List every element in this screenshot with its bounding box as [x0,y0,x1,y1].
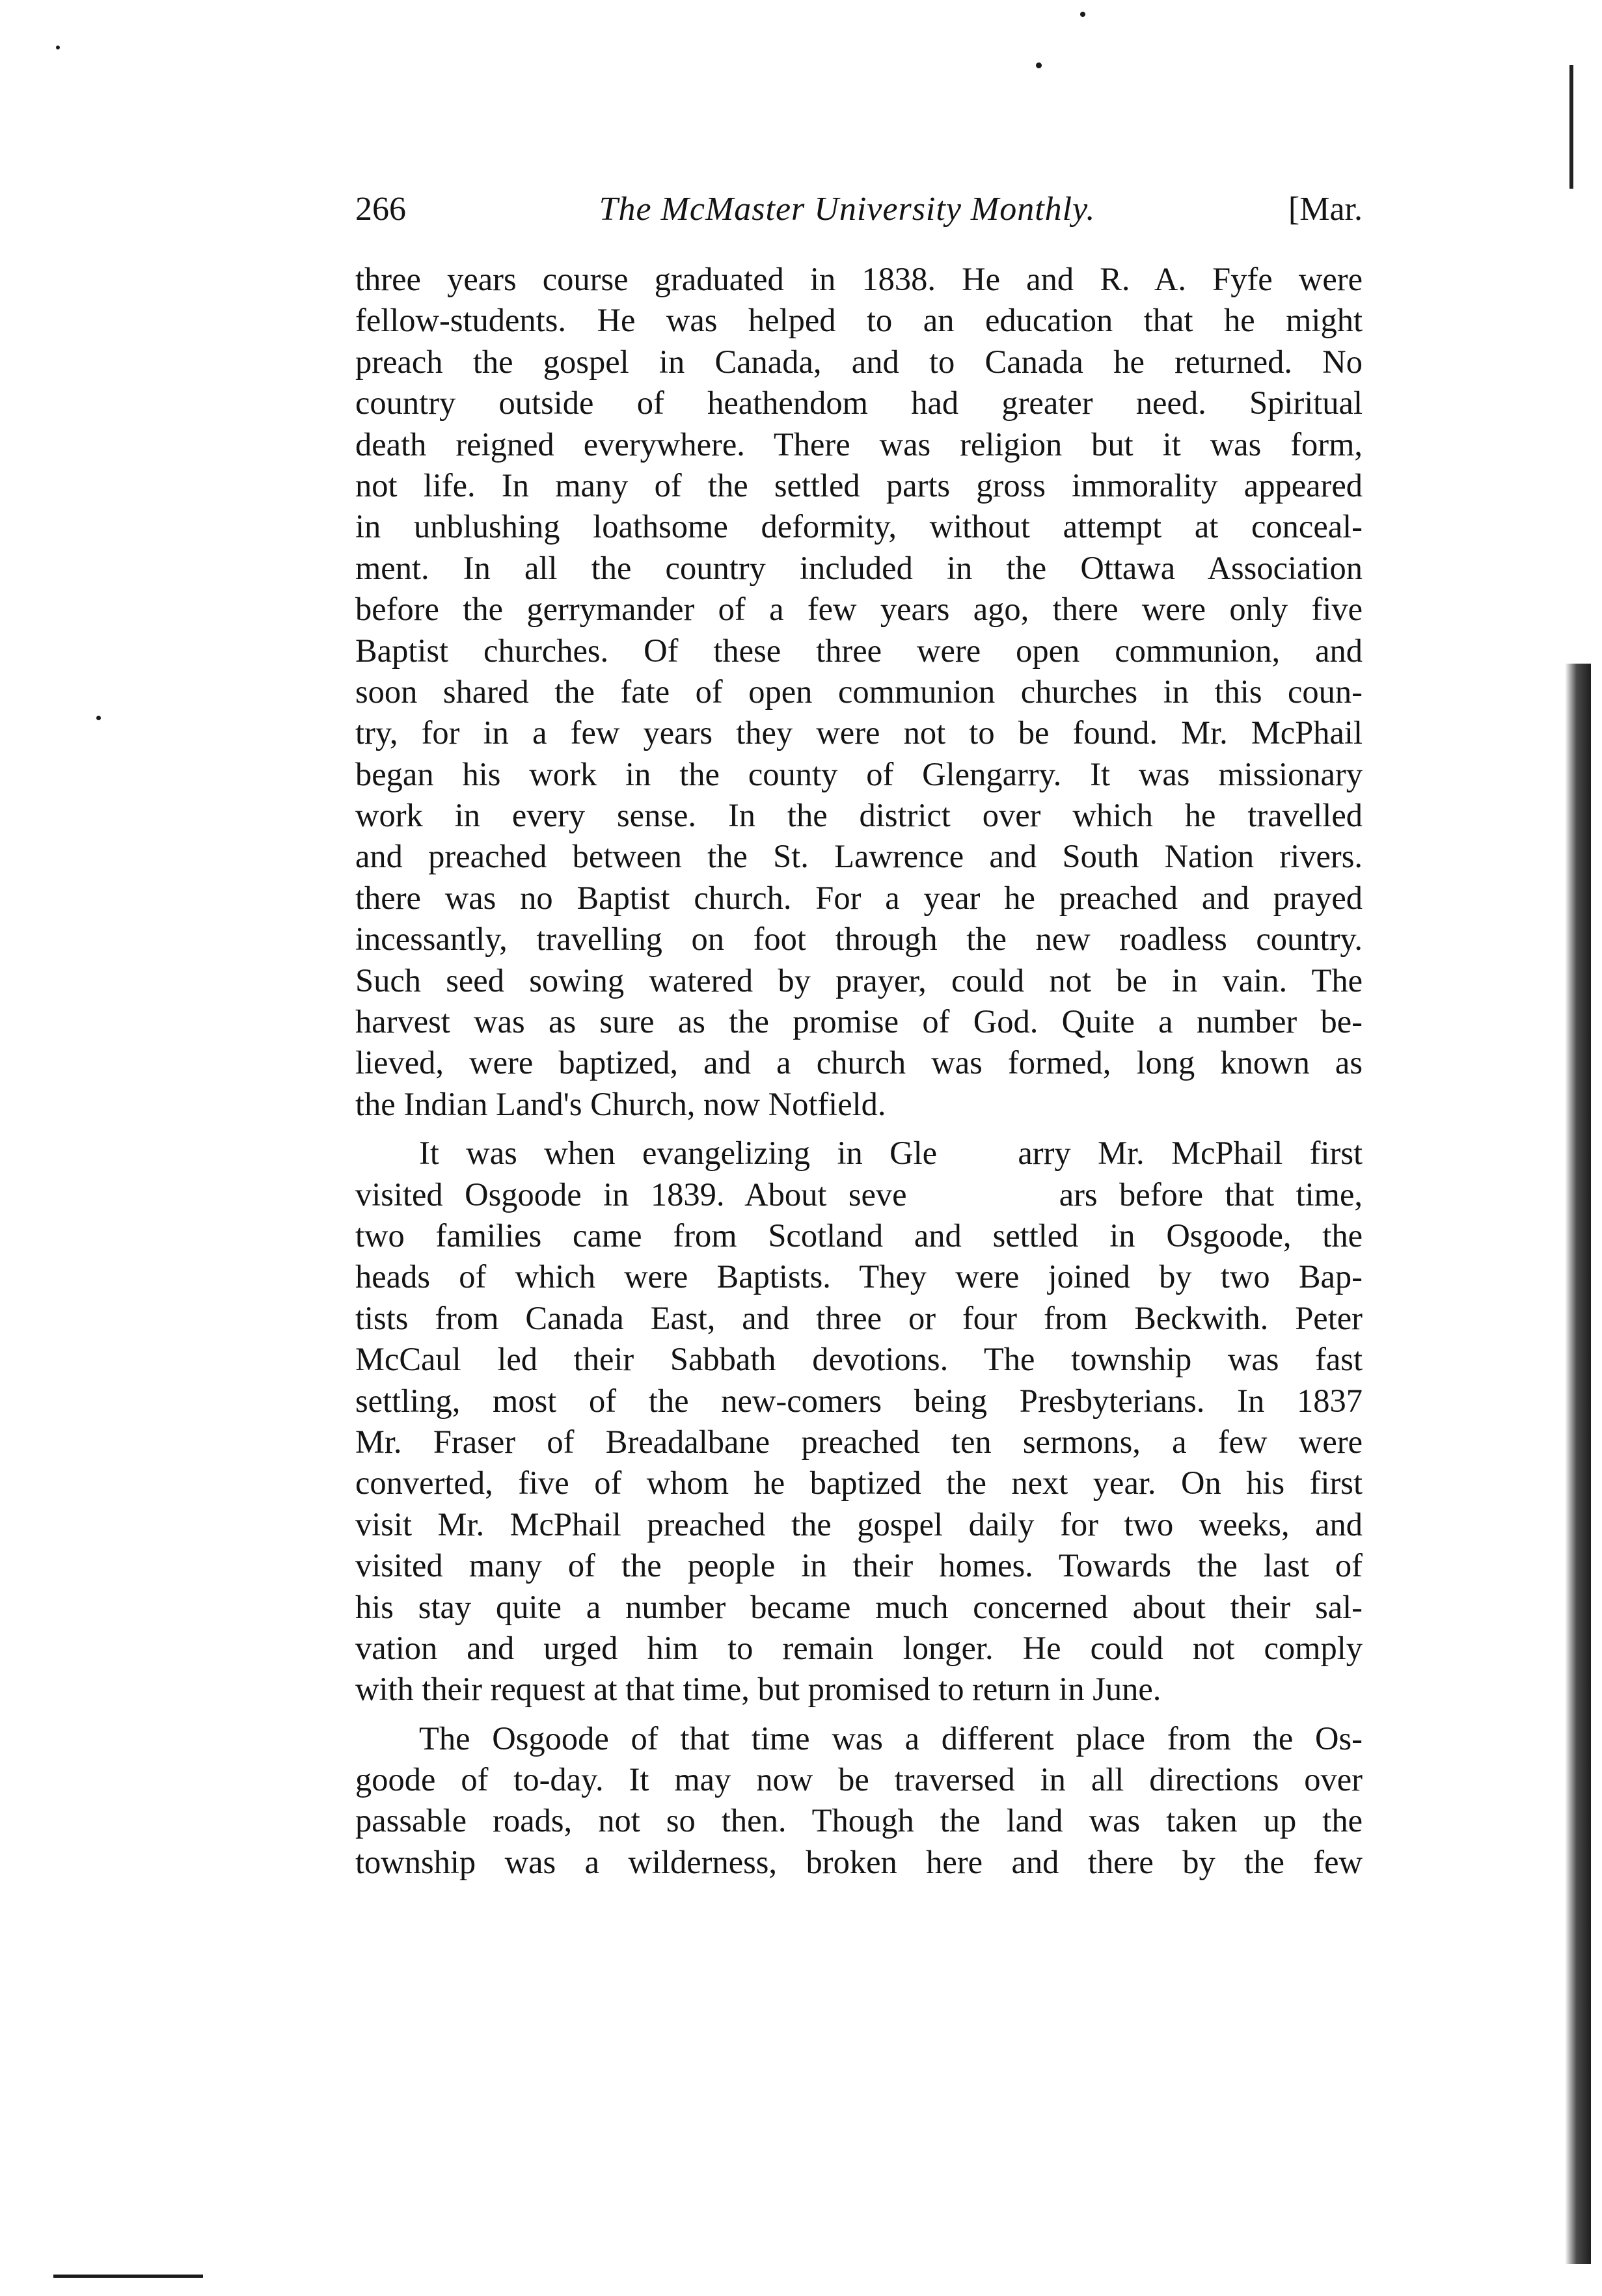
text-line: visit Mr. McPhail preached the gospel daily for two weeks, and [355,1506,1363,1543]
text-line: there was no Baptist church. For a year he preached and prayed [355,879,1363,916]
page-number: 266 [355,191,406,228]
paragraph [355,259,1363,1125]
text-line: before the gerrymander of a few years ago, there were only five [355,591,1363,628]
text-line: ment. In all the country included in the Ottawa Association [355,549,1363,586]
text-line: visited Osgoode in 1839. About seve ars before that time, [355,1176,1363,1213]
text-line: heads of which were Baptists. They were joined by two Bap- [355,1258,1363,1295]
text-line: passable roads, not so then. Though the land was taken up the [355,1802,1363,1839]
text-line: country outside of heathendom had greater need. Spiritual [355,385,1363,422]
text-line: began his work in the county of Glengarry. It was missionary [355,755,1363,792]
text-line: Mr. Fraser of Breadalbane preached ten sermons, a few were [355,1423,1363,1460]
text-line: lieved, were baptized, and a church was formed, long known as [355,1044,1363,1081]
text-line: vation and urged him to remain longer. He could not comply [355,1629,1363,1666]
text-line: goode of to-day. It may now be traversed in all directions over [355,1761,1363,1798]
paragraph [355,1133,1363,1710]
text-line: It was when evangelizing in Gle arry Mr. McPhail first [419,1135,1363,1172]
running-title: The McMaster University Monthly. [599,191,1096,228]
text-line: preach the gospel in Canada, and to Canada he returned. No [355,343,1363,380]
text-line: converted, five of whom he baptized the next year. On his first [355,1465,1363,1502]
text-line: in unblushing loathsome deformity, without attempt at conceal- [355,508,1363,545]
page-edge-mark [1569,65,1573,189]
page-edge-shadow [1565,664,1591,2264]
text-line: fellow-students. He was helped to an education that he might [355,302,1363,339]
running-header [355,190,1363,242]
text-line: township was a wilderness, broken here and there by the few [355,1843,1363,1880]
text-line: not life. In many of the settled parts gross immorality appeared [355,466,1363,504]
text-line: The Osgoode of that time was a different place from the Os- [419,1720,1363,1757]
scan-speck [96,716,101,720]
scan-edge-rule [53,2275,203,2278]
text-line: harvest was as sure as the promise of God. Quite a number be- [355,1003,1363,1040]
issue-month: [Mar. [1288,191,1363,228]
text-line: work in every sense. In the district over which he travelled [355,797,1363,834]
text-line: death reigned everywhere. There was religion but it was form, [355,425,1363,463]
text-line: Such seed sowing watered by prayer, could not be in vain. The [355,962,1363,999]
text-line: three years course graduated in 1838. He and R. A. Fyfe were [355,261,1363,297]
text-line: McCaul led their Sabbath devotions. The township was fast [355,1341,1363,1378]
text-line: with their request at that time, but promised to return in June. [355,1671,1161,1708]
body-text [355,259,1363,1883]
text-line: incessantly, travelling on foot through the new roadless country. [355,921,1363,958]
scan-speck [1036,62,1042,68]
paragraph [355,1718,1363,1884]
text-line: settling, most of the new-comers being Presbyterians. In 1837 [355,1382,1363,1419]
scan-speck [1080,12,1085,17]
text-line: Baptist churches. Of these three were open communion, and [355,632,1363,669]
text-line: try, for in a few years they were not to be found. Mr. McPhail [355,714,1363,751]
scan-speck [56,46,60,49]
text-line: soon shared the fate of open communion churches in this coun- [355,673,1363,710]
text-line: tists from Canada East, and three or four from Beckwith. Peter [355,1299,1363,1336]
text-line: and preached between the St. Lawrence and South Nation rivers. [355,838,1363,875]
text-line: two families came from Scotland and settled in Osgoode, the [355,1217,1363,1254]
text-line: the Indian Land's Church, now Notfield. [355,1085,886,1122]
text-line: his stay quite a number became much concerned about their sal- [355,1588,1363,1625]
text-line: visited many of the people in their homes. Towards the last of [355,1547,1363,1584]
